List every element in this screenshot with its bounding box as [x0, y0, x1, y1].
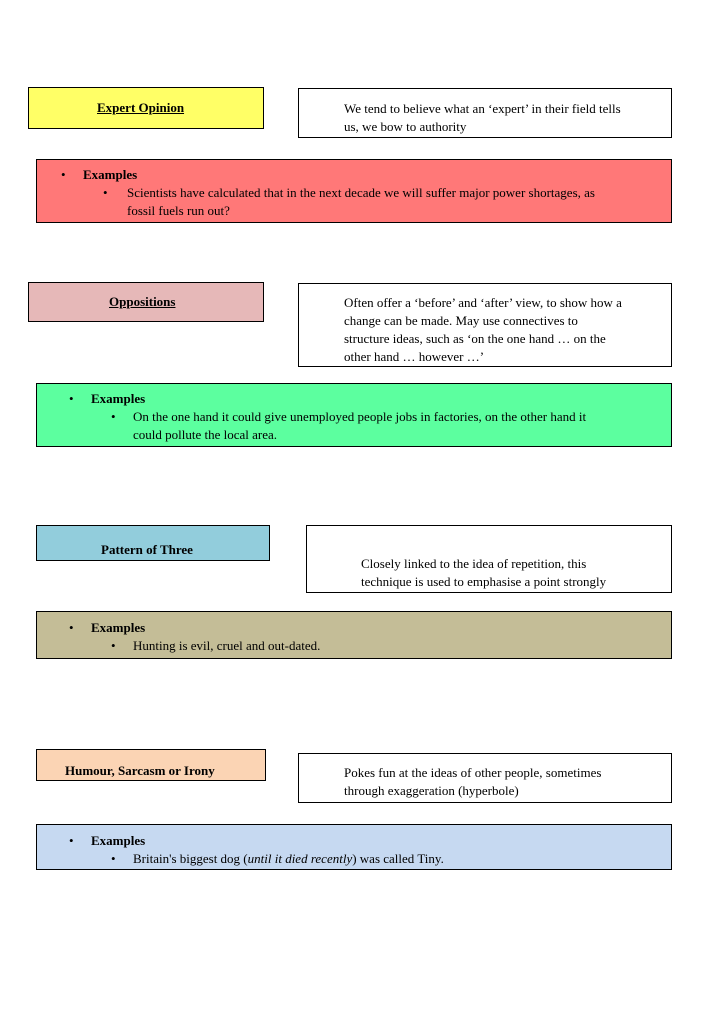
description-line: us, we bow to authority: [344, 119, 467, 134]
description-line: Often offer a ‘before’ and ‘after’ view, to show how a: [344, 295, 622, 310]
oppositions-description-box: [298, 283, 672, 367]
expert-opinion-description-box: [298, 88, 672, 138]
examples-heading: • Examples: [65, 390, 663, 408]
bullet: •: [111, 638, 116, 653]
examples-heading: • Examples: [65, 619, 663, 637]
expert-opinion-examples-box: [36, 159, 672, 223]
bullet: •: [103, 185, 108, 200]
example-item: [65, 850, 663, 868]
expert-opinion-title-box: [28, 87, 264, 129]
description-line: change can be made. May use connectives to: [344, 313, 578, 328]
example-text-italic: until it died recently: [247, 851, 353, 866]
expert-opinion-title: Expert Opinion: [97, 100, 185, 115]
pattern-of-three-title-box: [36, 525, 270, 561]
oppositions-title-box: [28, 282, 264, 322]
oppositions-title: Oppositions: [109, 294, 176, 309]
example-item: [65, 637, 663, 655]
example-text: On the one hand it could give unemployed people jobs in factories, on the other hand it: [133, 409, 587, 424]
oppositions-examples-box: [36, 383, 672, 447]
bullet: •: [111, 851, 116, 866]
bullet: •: [111, 409, 116, 424]
examples-heading: • Examples: [65, 832, 663, 850]
example-text-after: ) was called Tiny.: [352, 851, 444, 866]
example-item: [65, 408, 663, 426]
description-line: We tend to believe what an ‘expert’ in their field tells: [344, 101, 621, 116]
description-line: Closely linked to the idea of repetition, this: [361, 556, 587, 571]
example-text: Hunting is evil, cruel and out-dated.: [133, 638, 321, 653]
description-line: Pokes fun at the ideas of other people, sometimes: [344, 765, 602, 780]
examples-heading: • Examples: [57, 166, 663, 184]
humour-title: Humour, Sarcasm or Irony: [65, 763, 215, 778]
example-item: [57, 184, 663, 202]
description-line: technique is used to emphasise a point strongly: [361, 574, 607, 589]
pattern-of-three-examples-box: [36, 611, 672, 659]
pattern-of-three-description-box: [306, 525, 672, 593]
example-item-continued: fossil fuels run out?: [127, 203, 230, 218]
example-text-before: Britain's biggest dog (: [133, 851, 248, 866]
example-item-continued: could pollute the local area.: [133, 427, 278, 442]
pattern-of-three-title: Pattern of Three: [101, 542, 193, 557]
description-line: other hand … however …’: [344, 349, 485, 364]
example-text: Scientists have calculated that in the next decade we will suffer major power shortages, as: [127, 185, 595, 200]
humour-title-box: [36, 749, 266, 781]
description-line: structure ideas, such as ‘on the one hand … on the: [344, 331, 606, 346]
humour-examples-box: [36, 824, 672, 870]
description-line: through exaggeration (hyperbole): [344, 783, 519, 798]
humour-description-box: [298, 753, 672, 803]
